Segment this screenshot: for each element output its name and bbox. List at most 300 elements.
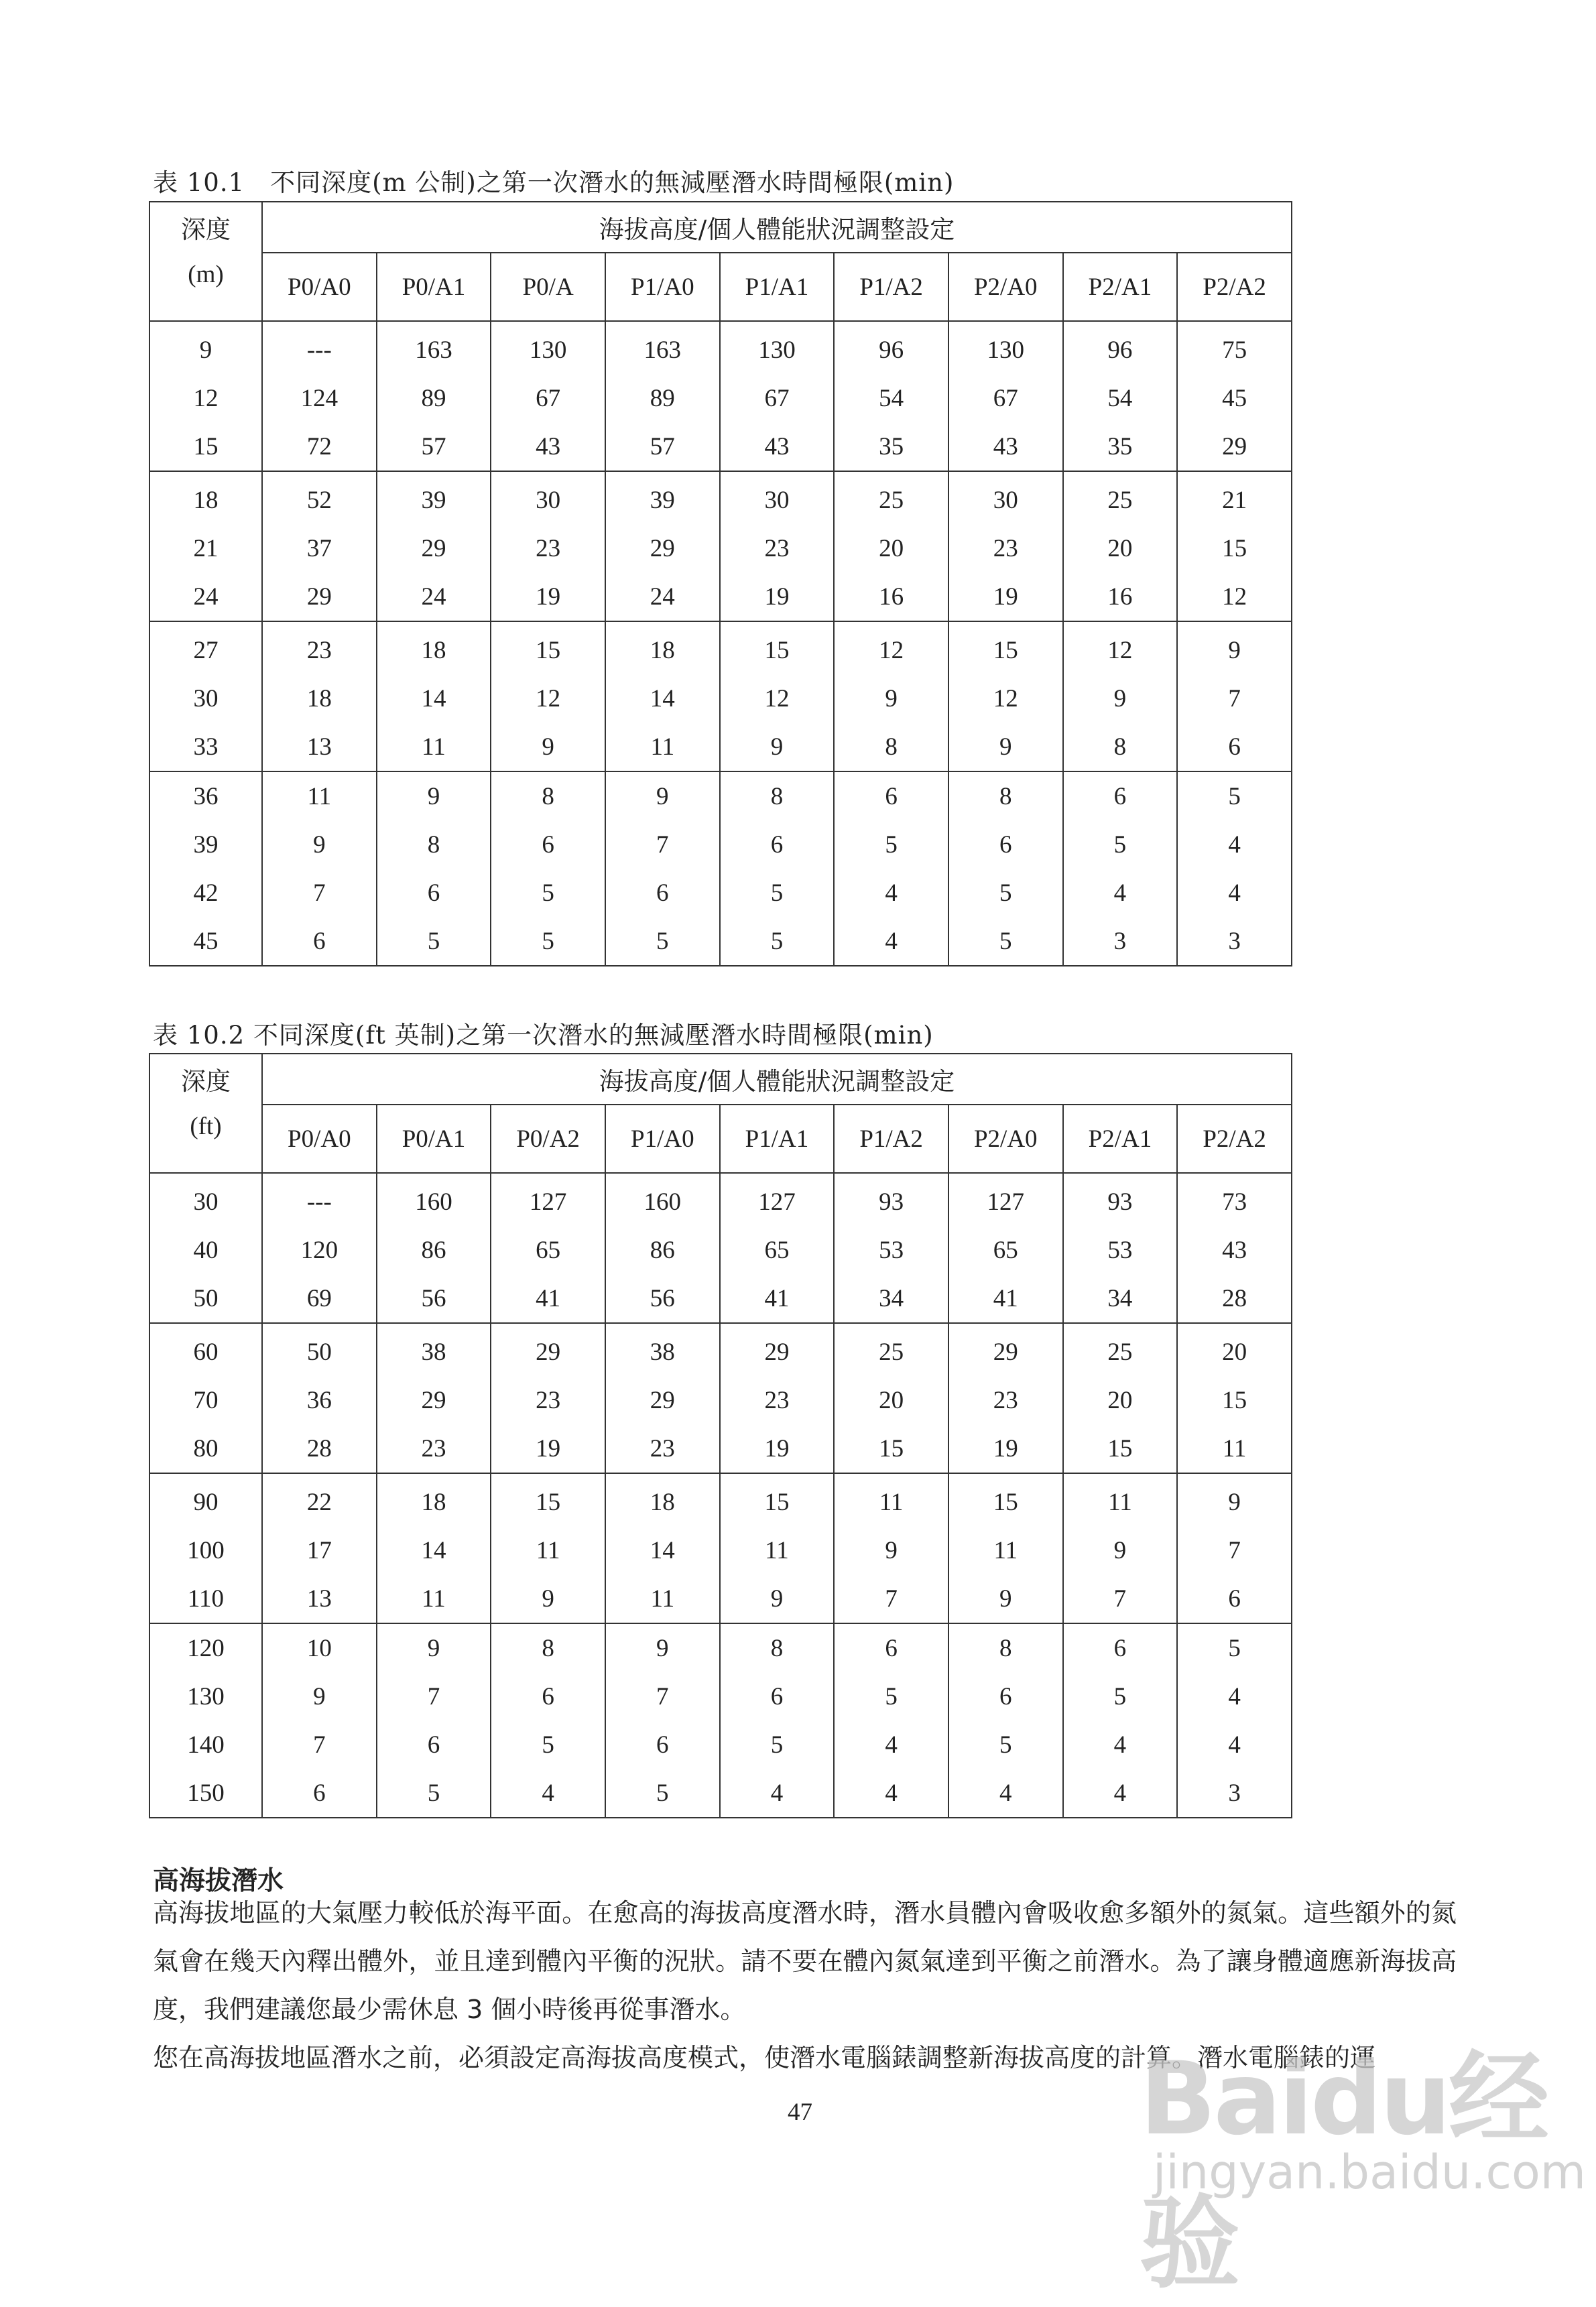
- time-limit-cell: 124: [262, 374, 377, 422]
- depth-cell: 80: [149, 1424, 262, 1473]
- time-limit-cell: 19: [491, 1424, 605, 1473]
- time-limit-cell: 6: [1177, 723, 1292, 771]
- time-limit-cell: 11: [834, 1473, 948, 1526]
- time-limit-cell: 8: [834, 723, 948, 771]
- column-header: P2/A1: [1063, 253, 1178, 321]
- time-limit-cell: 12: [948, 674, 1063, 723]
- depth-cell: 42: [149, 869, 262, 917]
- time-limit-cell: 7: [1063, 1574, 1178, 1623]
- time-limit-cell: 65: [491, 1226, 605, 1274]
- time-limit-cell: 8: [720, 1623, 835, 1672]
- time-limit-cell: 25: [834, 1323, 948, 1376]
- time-limit-cell: 4: [1063, 869, 1178, 917]
- time-limit-cell: 5: [1063, 1672, 1178, 1721]
- time-limit-cell: 23: [377, 1424, 491, 1473]
- time-limit-cell: 10: [262, 1623, 377, 1672]
- time-limit-cell: 9: [1177, 1473, 1292, 1526]
- time-limit-cell: 6: [262, 917, 377, 966]
- time-limit-cell: 6: [1177, 1574, 1292, 1623]
- time-limit-cell: 5: [1177, 1623, 1292, 1672]
- time-limit-cell: 50: [262, 1323, 377, 1376]
- table-row: [149, 1424, 1292, 1473]
- column-header: P1/A1: [720, 1105, 835, 1173]
- time-limit-cell: 6: [720, 1672, 835, 1721]
- time-limit-cell: 56: [377, 1274, 491, 1323]
- time-limit-cell: 18: [262, 674, 377, 723]
- depth-cell: 27: [149, 621, 262, 674]
- time-limit-cell: 30: [948, 471, 1063, 524]
- table-row: [149, 524, 1292, 572]
- time-limit-cell: 4: [834, 917, 948, 966]
- time-limit-cell: 86: [377, 1226, 491, 1274]
- time-limit-cell: 5: [377, 1769, 491, 1818]
- time-limit-cell: 54: [1063, 374, 1178, 422]
- time-limit-cell: 36: [262, 1376, 377, 1424]
- time-limit-cell: 6: [491, 1672, 605, 1721]
- column-header: P0/A2: [491, 1105, 605, 1173]
- time-limit-cell: 5: [491, 917, 605, 966]
- table-row: [149, 1323, 1292, 1376]
- time-limit-cell: 43: [1177, 1226, 1292, 1274]
- time-limit-cell: 96: [834, 321, 948, 374]
- column-header: P2/A0: [948, 1105, 1063, 1173]
- depth-cell: 24: [149, 572, 262, 621]
- time-limit-cell: 67: [491, 374, 605, 422]
- time-limit-cell: 29: [1177, 422, 1292, 471]
- depth-header: [149, 1054, 262, 1173]
- depth-cell: 39: [149, 820, 262, 869]
- time-limit-cell: 7: [834, 1574, 948, 1623]
- table-row: [149, 621, 1292, 674]
- body-paragraph-1: 高海拔地區的大氣壓力較低於海平面。在愈高的海拔高度潛水時，潛水員體內會吸收愈多額外的氮氣。這些額外的氮氣會在幾天內釋出體外，並且達到體內平衡的況狀。請不要在體內氮氣達到平衡之前潛水。為了讓身體適應新海拔高度，我們建議您最少需休息 3 個小時後再從事潛水。: [153, 1898, 1457, 2024]
- time-limit-cell: 15: [1063, 1424, 1178, 1473]
- table-row: [149, 820, 1292, 869]
- time-limit-cell: 8: [948, 771, 1063, 820]
- time-limit-cell: 5: [948, 917, 1063, 966]
- time-limit-cell: 67: [948, 374, 1063, 422]
- time-limit-cell: 89: [377, 374, 491, 422]
- time-limit-cell: 15: [948, 1473, 1063, 1526]
- table-row: [149, 422, 1292, 471]
- time-limit-cell: 28: [1177, 1274, 1292, 1323]
- time-limit-cell: 5: [1177, 771, 1292, 820]
- time-limit-cell: 23: [948, 524, 1063, 572]
- time-limit-cell: 29: [491, 1323, 605, 1376]
- time-limit-cell: 14: [377, 674, 491, 723]
- time-limit-cell: 9: [948, 723, 1063, 771]
- time-limit-cell: 53: [834, 1226, 948, 1274]
- time-limit-cell: 11: [1063, 1473, 1178, 1526]
- time-limit-cell: 18: [605, 621, 720, 674]
- time-limit-cell: 11: [377, 723, 491, 771]
- time-limit-cell: 14: [605, 674, 720, 723]
- table-row: [149, 321, 1292, 374]
- column-header: P2/A2: [1177, 253, 1292, 321]
- column-header-row: [149, 253, 1292, 321]
- time-limit-cell: 5: [605, 1769, 720, 1818]
- time-limit-cell: 19: [720, 1424, 835, 1473]
- time-limit-cell: 8: [948, 1623, 1063, 1672]
- watermark-url: jingyan.baidu.com: [1153, 2145, 1586, 2200]
- time-limit-cell: 25: [1063, 1323, 1178, 1376]
- time-limit-cell: 13: [262, 723, 377, 771]
- time-limit-cell: 9: [948, 1574, 1063, 1623]
- time-limit-cell: 3: [1177, 1769, 1292, 1818]
- time-limit-cell: 4: [834, 1721, 948, 1769]
- table-row: [149, 869, 1292, 917]
- time-limit-cell: 43: [720, 422, 835, 471]
- time-limit-cell: 3: [1063, 917, 1178, 966]
- time-limit-cell: 8: [377, 820, 491, 869]
- time-limit-cell: 17: [262, 1526, 377, 1574]
- setting-group-header: 海拔高度/個人體能狀況調整設定: [262, 1054, 1292, 1105]
- time-limit-cell: 38: [377, 1323, 491, 1376]
- time-limit-cell: 41: [491, 1274, 605, 1323]
- table-row: [149, 1473, 1292, 1526]
- column-header: P2/A0: [948, 253, 1063, 321]
- depth-cell: 45: [149, 917, 262, 966]
- time-limit-cell: 9: [1063, 1526, 1178, 1574]
- time-limit-cell: 11: [491, 1526, 605, 1574]
- time-limit-cell: 56: [605, 1274, 720, 1323]
- depth-cell: 130: [149, 1672, 262, 1721]
- time-limit-cell: 4: [1177, 1672, 1292, 1721]
- time-limit-cell: 72: [262, 422, 377, 471]
- time-limit-cell: 65: [948, 1226, 1063, 1274]
- setting-group-header: 海拔高度/個人體能狀況調整設定: [262, 202, 1292, 253]
- time-limit-cell: 6: [834, 771, 948, 820]
- time-limit-cell: 9: [377, 1623, 491, 1672]
- time-limit-cell: 7: [1177, 1526, 1292, 1574]
- time-limit-cell: 9: [262, 820, 377, 869]
- time-limit-cell: 39: [377, 471, 491, 524]
- table2-caption: 表 10.2 不同深度(ft 英制)之第一次潛水的無減壓潛水時間極限(min): [153, 1021, 934, 1050]
- time-limit-cell: 6: [377, 869, 491, 917]
- time-limit-cell: 15: [834, 1424, 948, 1473]
- table-row: [149, 1173, 1292, 1226]
- time-limit-cell: 5: [720, 869, 835, 917]
- time-limit-cell: 9: [377, 771, 491, 820]
- time-limit-cell: 11: [605, 1574, 720, 1623]
- time-limit-cell: 96: [1063, 321, 1178, 374]
- time-limit-cell: 11: [605, 723, 720, 771]
- time-limit-cell: 8: [1063, 723, 1178, 771]
- time-limit-cell: 9: [605, 1623, 720, 1672]
- time-limit-cell: 5: [605, 917, 720, 966]
- time-limit-cell: 3: [1177, 917, 1292, 966]
- time-limit-cell: 6: [948, 820, 1063, 869]
- time-limit-cell: 29: [948, 1323, 1063, 1376]
- time-limit-cell: 6: [1063, 1623, 1178, 1672]
- time-limit-cell: 19: [491, 572, 605, 621]
- time-limit-cell: 9: [491, 1574, 605, 1623]
- section-title: 高海拔潛水: [153, 1866, 284, 1896]
- depth-cell: 30: [149, 1173, 262, 1226]
- time-limit-cell: 6: [720, 820, 835, 869]
- time-limit-cell: 9: [605, 771, 720, 820]
- depth-cell: 21: [149, 524, 262, 572]
- depth-cell: 40: [149, 1226, 262, 1274]
- depth-cell: 70: [149, 1376, 262, 1424]
- depth-header-label: 深度: [181, 215, 231, 244]
- time-limit-cell: 6: [377, 1721, 491, 1769]
- column-header: P0/A1: [377, 1105, 491, 1173]
- time-limit-cell: 7: [605, 1672, 720, 1721]
- time-limit-cell: 23: [720, 1376, 835, 1424]
- body-paragraph-2: 您在高海拔地區潛水之前，必須設定高海拔高度模式，使潛水電腦錶調整新海拔高度的計算。潛水電腦錶的運: [153, 2043, 1376, 2072]
- time-limit-cell: 9: [491, 723, 605, 771]
- table-row: [149, 471, 1292, 524]
- time-limit-cell: 15: [1177, 1376, 1292, 1424]
- table-row: [149, 723, 1292, 771]
- time-limit-cell: 130: [948, 321, 1063, 374]
- table1-metric-no-deco-limits: [149, 201, 1292, 967]
- time-limit-cell: 73: [1177, 1173, 1292, 1226]
- table-row: [149, 1672, 1292, 1721]
- depth-cell: 90: [149, 1473, 262, 1526]
- time-limit-cell: 20: [1177, 1323, 1292, 1376]
- time-limit-cell: 29: [262, 572, 377, 621]
- time-limit-cell: 43: [491, 422, 605, 471]
- table2-imperial-no-deco-limits: [149, 1053, 1292, 1818]
- time-limit-cell: 9: [262, 1672, 377, 1721]
- time-limit-cell: 38: [605, 1323, 720, 1376]
- time-limit-cell: ---: [262, 1173, 377, 1226]
- time-limit-cell: 19: [720, 572, 835, 621]
- time-limit-cell: 43: [948, 422, 1063, 471]
- time-limit-cell: 163: [377, 321, 491, 374]
- time-limit-cell: 4: [720, 1769, 835, 1818]
- time-limit-cell: 29: [605, 1376, 720, 1424]
- time-limit-cell: 5: [720, 917, 835, 966]
- depth-cell: 140: [149, 1721, 262, 1769]
- time-limit-cell: 22: [262, 1473, 377, 1526]
- time-limit-cell: 25: [1063, 471, 1178, 524]
- table-row: [149, 917, 1292, 966]
- time-limit-cell: 9: [720, 723, 835, 771]
- time-limit-cell: 127: [948, 1173, 1063, 1226]
- time-limit-cell: 16: [834, 572, 948, 621]
- time-limit-cell: 5: [1063, 820, 1178, 869]
- time-limit-cell: 120: [262, 1226, 377, 1274]
- time-limit-cell: 4: [948, 1769, 1063, 1818]
- time-limit-cell: 12: [720, 674, 835, 723]
- column-header: P0/A0: [262, 1105, 377, 1173]
- time-limit-cell: 12: [491, 674, 605, 723]
- time-limit-cell: 9: [720, 1574, 835, 1623]
- time-limit-cell: 6: [605, 869, 720, 917]
- table-row: [149, 1526, 1292, 1574]
- time-limit-cell: 57: [605, 422, 720, 471]
- time-limit-cell: 67: [720, 374, 835, 422]
- time-limit-cell: 20: [1063, 524, 1178, 572]
- time-limit-cell: 11: [262, 771, 377, 820]
- time-limit-cell: 7: [605, 820, 720, 869]
- time-limit-cell: 7: [262, 869, 377, 917]
- depth-cell: 18: [149, 471, 262, 524]
- time-limit-cell: 8: [491, 771, 605, 820]
- depth-header-unit: (m): [188, 261, 224, 288]
- time-limit-cell: 9: [1063, 674, 1178, 723]
- table-row: [149, 1769, 1292, 1818]
- depth-cell: 9: [149, 321, 262, 374]
- table-row: [149, 1226, 1292, 1274]
- depth-cell: 60: [149, 1323, 262, 1376]
- time-limit-cell: 5: [491, 869, 605, 917]
- time-limit-cell: 28: [262, 1424, 377, 1473]
- column-header: P2/A2: [1177, 1105, 1292, 1173]
- table-row: [149, 374, 1292, 422]
- time-limit-cell: 9: [834, 674, 948, 723]
- time-limit-cell: 20: [1063, 1376, 1178, 1424]
- table-row: [149, 1574, 1292, 1623]
- time-limit-cell: 6: [491, 820, 605, 869]
- depth-header-label: 深度: [181, 1067, 231, 1096]
- time-limit-cell: 29: [377, 524, 491, 572]
- time-limit-cell: 11: [948, 1526, 1063, 1574]
- time-limit-cell: 23: [491, 524, 605, 572]
- time-limit-cell: 57: [377, 422, 491, 471]
- time-limit-cell: 5: [948, 869, 1063, 917]
- time-limit-cell: 8: [491, 1623, 605, 1672]
- time-limit-cell: 34: [834, 1274, 948, 1323]
- time-limit-cell: 30: [491, 471, 605, 524]
- time-limit-cell: 15: [948, 621, 1063, 674]
- column-header-row: [149, 1105, 1292, 1173]
- depth-cell: 110: [149, 1574, 262, 1623]
- time-limit-cell: 23: [491, 1376, 605, 1424]
- column-header: P0/A1: [377, 253, 491, 321]
- table-body: [149, 321, 1292, 966]
- time-limit-cell: 4: [1177, 869, 1292, 917]
- time-limit-cell: 18: [377, 1473, 491, 1526]
- time-limit-cell: 14: [605, 1526, 720, 1574]
- time-limit-cell: 11: [1177, 1424, 1292, 1473]
- time-limit-cell: 6: [834, 1623, 948, 1672]
- time-limit-cell: 29: [377, 1376, 491, 1424]
- table1-caption: 表 10.1 不同深度(m 公制)之第一次潛水的無減壓潛水時間極限(min): [153, 168, 955, 197]
- depth-cell: 12: [149, 374, 262, 422]
- time-limit-cell: 5: [720, 1721, 835, 1769]
- time-limit-cell: 20: [834, 524, 948, 572]
- time-limit-cell: 18: [377, 621, 491, 674]
- time-limit-cell: 19: [948, 572, 1063, 621]
- time-limit-cell: 160: [377, 1173, 491, 1226]
- time-limit-cell: 4: [1063, 1721, 1178, 1769]
- time-limit-cell: 12: [1063, 621, 1178, 674]
- time-limit-cell: 35: [834, 422, 948, 471]
- depth-header: [149, 202, 262, 321]
- time-limit-cell: 23: [262, 621, 377, 674]
- time-limit-cell: 16: [1063, 572, 1178, 621]
- table-row: [149, 674, 1292, 723]
- table-row: [149, 1721, 1292, 1769]
- column-header: P1/A2: [834, 253, 948, 321]
- table-body: [149, 1173, 1292, 1818]
- time-limit-cell: 21: [1177, 471, 1292, 524]
- time-limit-cell: 12: [834, 621, 948, 674]
- time-limit-cell: 7: [377, 1672, 491, 1721]
- time-limit-cell: 4: [834, 1769, 948, 1818]
- time-limit-cell: 18: [605, 1473, 720, 1526]
- time-limit-cell: 127: [720, 1173, 835, 1226]
- depth-cell: 30: [149, 674, 262, 723]
- time-limit-cell: 4: [1063, 1769, 1178, 1818]
- time-limit-cell: 6: [605, 1721, 720, 1769]
- table-row: [149, 572, 1292, 621]
- time-limit-cell: 9: [1177, 621, 1292, 674]
- time-limit-cell: 6: [1063, 771, 1178, 820]
- time-limit-cell: 12: [1177, 572, 1292, 621]
- depth-cell: 100: [149, 1526, 262, 1574]
- time-limit-cell: 86: [605, 1226, 720, 1274]
- time-limit-cell: 15: [491, 1473, 605, 1526]
- time-limit-cell: 89: [605, 374, 720, 422]
- time-limit-cell: 41: [948, 1274, 1063, 1323]
- watermark-logo: Baidu经验: [1140, 2041, 1547, 2302]
- time-limit-cell: 30: [720, 471, 835, 524]
- column-header: P2/A1: [1063, 1105, 1178, 1173]
- time-limit-cell: 163: [605, 321, 720, 374]
- time-limit-cell: 20: [834, 1376, 948, 1424]
- time-limit-cell: ---: [262, 321, 377, 374]
- time-limit-cell: 93: [1063, 1173, 1178, 1226]
- time-limit-cell: 52: [262, 471, 377, 524]
- time-limit-cell: 15: [720, 621, 835, 674]
- time-limit-cell: 4: [834, 869, 948, 917]
- time-limit-cell: 24: [605, 572, 720, 621]
- table-row: [149, 1623, 1292, 1672]
- depth-cell: 150: [149, 1769, 262, 1818]
- time-limit-cell: 39: [605, 471, 720, 524]
- column-header: P1/A2: [834, 1105, 948, 1173]
- time-limit-cell: 130: [720, 321, 835, 374]
- time-limit-cell: 7: [262, 1721, 377, 1769]
- column-header: P1/A1: [720, 253, 835, 321]
- time-limit-cell: 45: [1177, 374, 1292, 422]
- time-limit-cell: 53: [1063, 1226, 1178, 1274]
- time-limit-cell: 29: [720, 1323, 835, 1376]
- time-limit-cell: 25: [834, 471, 948, 524]
- time-limit-cell: 4: [1177, 1721, 1292, 1769]
- time-limit-cell: 15: [720, 1473, 835, 1526]
- page-number: 47: [788, 2099, 812, 2126]
- time-limit-cell: 4: [491, 1769, 605, 1818]
- time-limit-cell: 23: [720, 524, 835, 572]
- time-limit-cell: 35: [1063, 422, 1178, 471]
- depth-cell: 33: [149, 723, 262, 771]
- time-limit-cell: 75: [1177, 321, 1292, 374]
- time-limit-cell: 5: [491, 1721, 605, 1769]
- time-limit-cell: 5: [834, 1672, 948, 1721]
- time-limit-cell: 34: [1063, 1274, 1178, 1323]
- time-limit-cell: 5: [377, 917, 491, 966]
- time-limit-cell: 127: [491, 1173, 605, 1226]
- time-limit-cell: 8: [720, 771, 835, 820]
- column-header: P0/A0: [262, 253, 377, 321]
- depth-cell: 50: [149, 1274, 262, 1323]
- time-limit-cell: 15: [491, 621, 605, 674]
- time-limit-cell: 6: [948, 1672, 1063, 1721]
- time-limit-cell: 5: [834, 820, 948, 869]
- time-limit-cell: 15: [1177, 524, 1292, 572]
- column-header: P1/A0: [605, 253, 720, 321]
- time-limit-cell: 9: [834, 1526, 948, 1574]
- time-limit-cell: 19: [948, 1424, 1063, 1473]
- table-row: [149, 1376, 1292, 1424]
- time-limit-cell: 6: [262, 1769, 377, 1818]
- time-limit-cell: 160: [605, 1173, 720, 1226]
